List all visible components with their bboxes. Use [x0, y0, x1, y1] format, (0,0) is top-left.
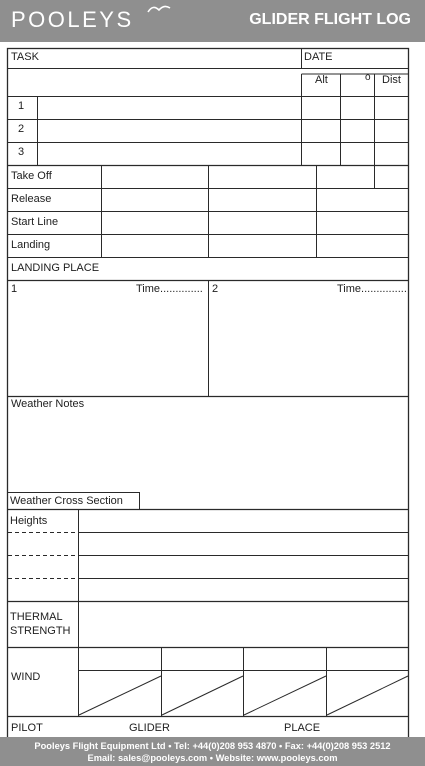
landing-place-2-number: 2 — [212, 283, 219, 295]
dist-column-header: Dist — [382, 74, 401, 86]
footer-web-line: Email: sales@pooleys.com • Website: www.pooleys.com — [87, 753, 338, 763]
take-off-label: Take Off — [11, 170, 52, 182]
weather-cross-section-label: Weather Cross Section — [10, 495, 123, 507]
alt-column-header: Alt — [315, 74, 328, 86]
task-row-1-number: 1 — [18, 100, 25, 112]
landing-place-label: LANDING PLACE — [11, 262, 100, 274]
wind-label: WIND — [11, 671, 41, 683]
start-line-label: Start Line — [11, 216, 59, 228]
pilot-label: PILOT — [11, 722, 43, 734]
landing-label: Landing — [11, 239, 51, 251]
heights-label: Heights — [10, 515, 48, 527]
strength-label: STRENGTH — [10, 625, 71, 637]
landing-place-1-number: 1 — [11, 283, 18, 295]
release-label: Release — [11, 193, 52, 205]
glider-label: GLIDER — [129, 722, 170, 734]
footer-contact-line: Pooleys Flight Equipment Ltd • Tel: +44(0)208 953 4870 • Fax: +44(0)208 953 2512 — [34, 741, 391, 751]
landing-place-2-time: Time............... — [337, 283, 407, 295]
task-label: TASK — [11, 51, 39, 63]
date-label: DATE — [304, 51, 333, 63]
log-title: GLIDER FLIGHT LOG — [249, 11, 411, 28]
weather-notes-label: Weather Notes — [11, 398, 85, 410]
task-row-3-number: 3 — [18, 146, 25, 158]
task-row-2-number: 2 — [18, 123, 25, 135]
degrees-column-header: o — [365, 72, 371, 83]
footer-bar — [0, 737, 425, 766]
place-label: PLACE — [284, 722, 321, 734]
brand-logo: POOLEYS — [11, 7, 134, 32]
thermal-label: THERMAL — [10, 611, 63, 623]
landing-place-1-time: Time.............. — [136, 283, 203, 295]
